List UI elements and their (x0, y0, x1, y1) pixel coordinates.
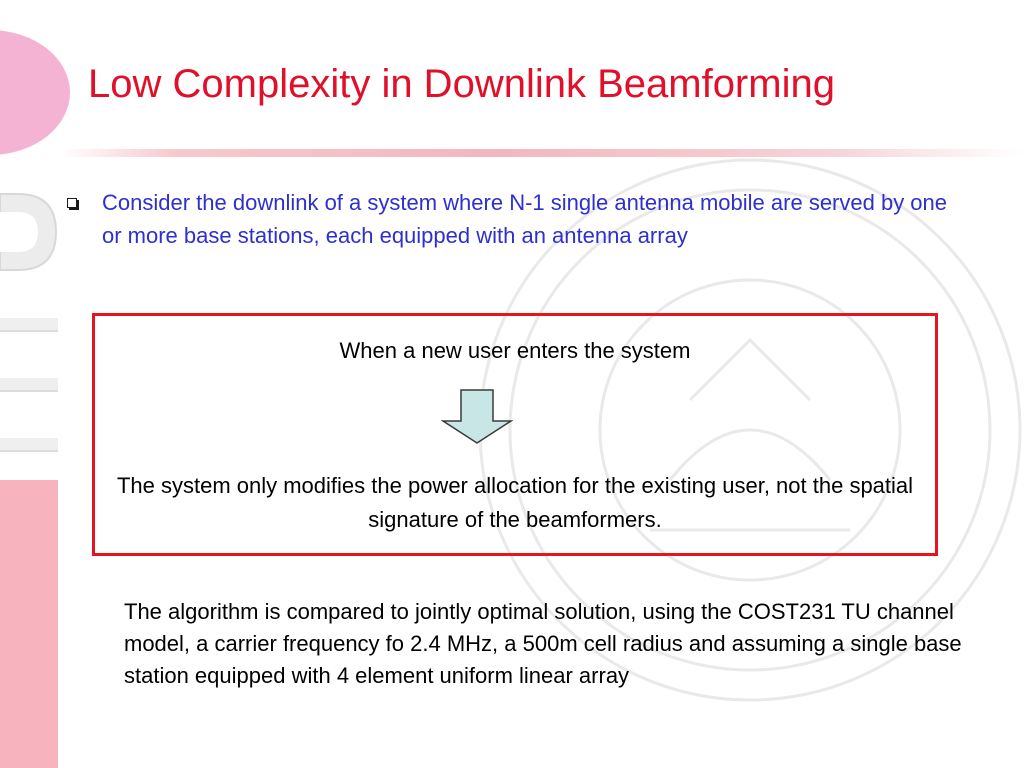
description-paragraph: The algorithm is compared to jointly optimal solution, using the COST231 TU channel model, a carrier frequency fo 2.4 MHz, a 500m cell radius and assuming a single base station equipped with 4 element uniform linear array (124, 599, 962, 688)
decorative-letter-d-shape (0, 190, 60, 275)
decorative-bar (0, 318, 58, 330)
bullet-text: Consider the downlink of a system where N-1 single antenna mobile are served by one or more base stations, each equipped with an antenna array (102, 190, 948, 248)
down-arrow-icon (441, 389, 513, 445)
decorative-bar (0, 438, 58, 450)
highlight-box (92, 313, 938, 556)
slide-title: Low Complexity in Downlink Beamforming (88, 62, 835, 106)
box-text-top: When a new user enters the system (339, 338, 691, 363)
decorative-pink-column (0, 480, 58, 768)
box-text-bottom: The system only modifies the power allocation for the existing user, not the spatial signature of the beamformers. (116, 473, 914, 532)
decorative-bar (0, 378, 58, 390)
bullet-item (64, 186, 964, 252)
decorative-pink-circle (0, 30, 70, 155)
title-divider (60, 149, 1024, 157)
square-bullet-icon (67, 198, 77, 208)
